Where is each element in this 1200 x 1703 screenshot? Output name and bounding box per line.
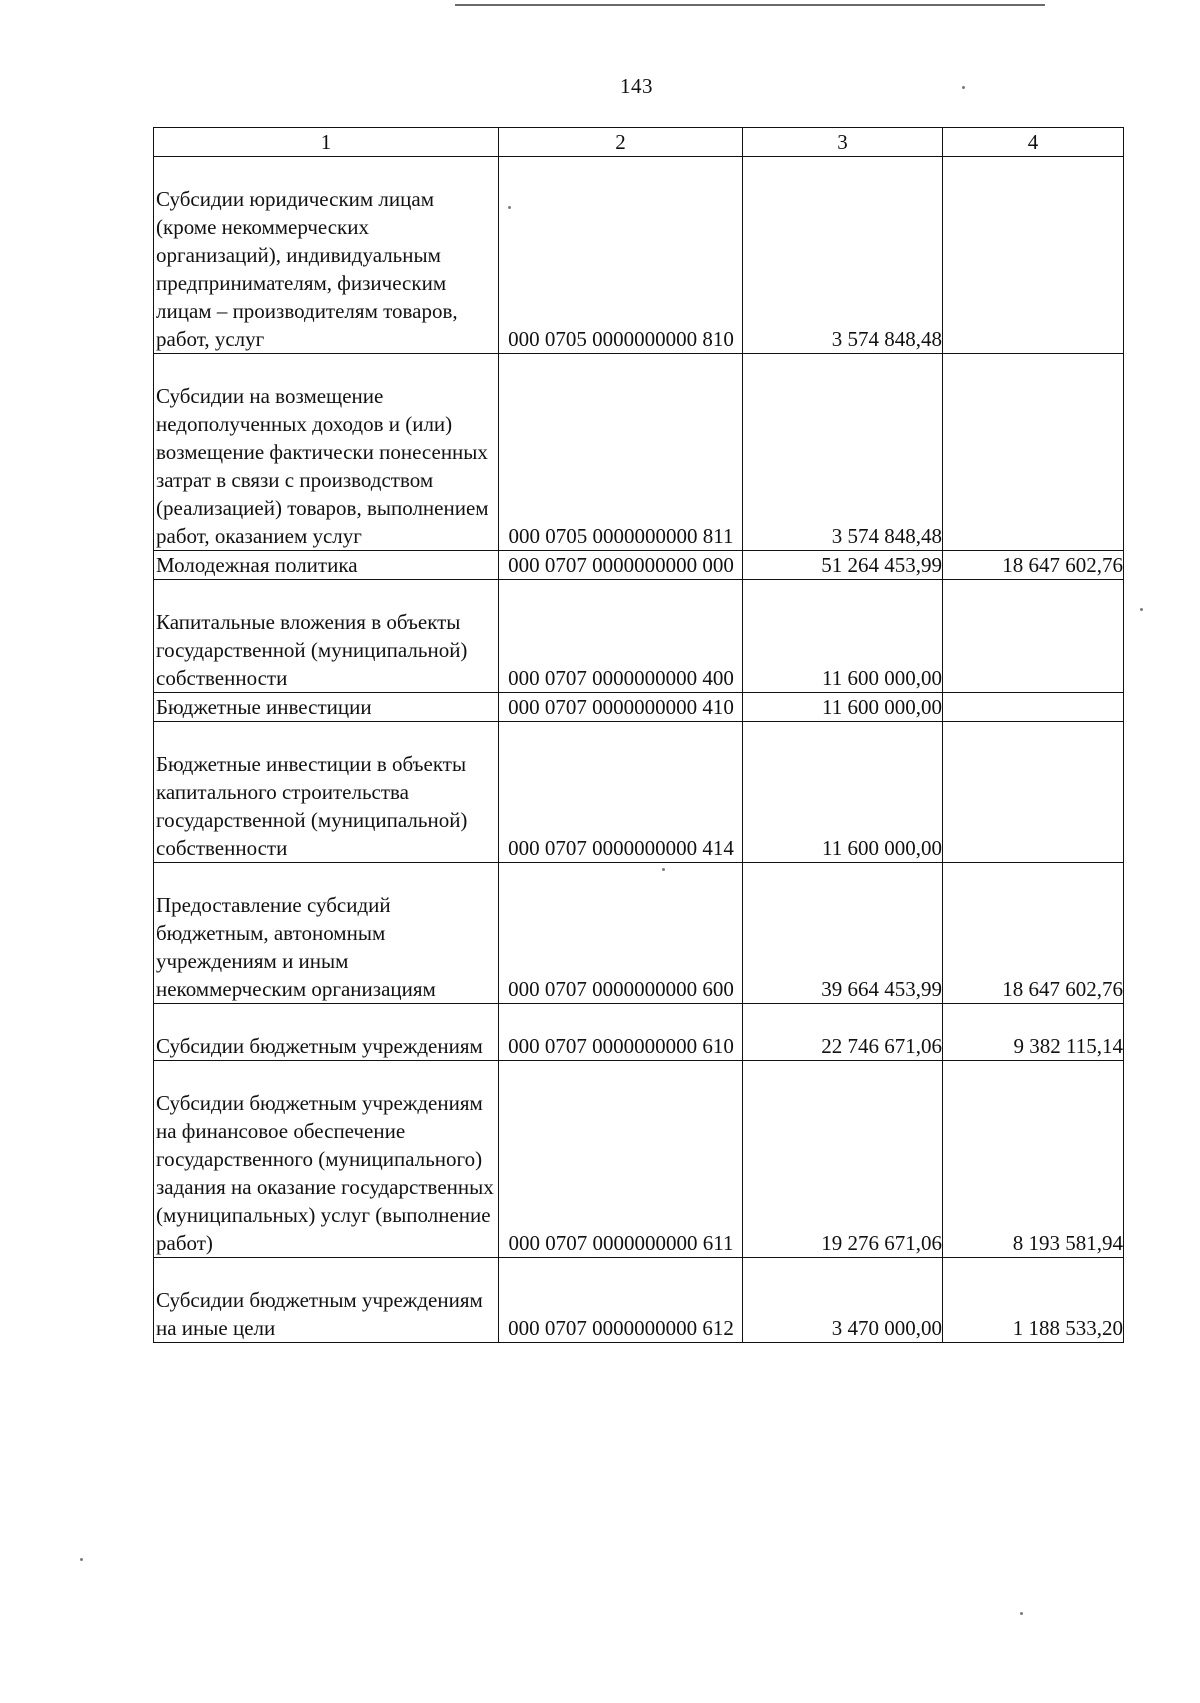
row-name: Субсидии юридическим лицам (кроме некоммерческих организаций), индивидуальным предпринимателям, физическим лицам – производителям товаров, работ, услуг xyxy=(154,157,499,354)
row-code: 000 0705 0000000000 810 xyxy=(499,157,743,354)
row-code: 000 0707 0000000000 400 xyxy=(499,580,743,693)
table-row xyxy=(154,722,1124,863)
header-col-1: 1 xyxy=(154,128,499,157)
table-row xyxy=(154,693,1124,722)
row-value-col3: 19 276 671,06 xyxy=(743,1061,943,1258)
row-value-col3: 22 746 671,06 xyxy=(743,1004,943,1061)
scan-speck xyxy=(508,206,511,209)
row-value-col4: 1 188 533,20 xyxy=(943,1258,1124,1343)
row-value-col3: 3 574 848,48 xyxy=(743,157,943,354)
row-code: 000 0707 0000000000 600 xyxy=(499,863,743,1004)
row-code: 000 0705 0000000000 811 xyxy=(499,354,743,551)
table-row xyxy=(154,580,1124,693)
scan-speck xyxy=(1140,608,1143,611)
table-row xyxy=(154,1004,1124,1061)
row-value-col4: 8 193 581,94 xyxy=(943,1061,1124,1258)
header-row xyxy=(154,128,1124,157)
row-value-col4 xyxy=(943,157,1124,354)
row-value-col3: 39 664 453,99 xyxy=(743,863,943,1004)
header-col-4: 4 xyxy=(943,128,1124,157)
row-name: Бюджетные инвестиции xyxy=(154,693,499,722)
row-value-col4: 18 647 602,76 xyxy=(943,551,1124,580)
row-value-col3: 11 600 000,00 xyxy=(743,693,943,722)
row-name: Молодежная политика xyxy=(154,551,499,580)
row-name: Субсидии на возмещение недополученных доходов и (или) возмещение фактически понесенных затрат в связи с производством (реализацией) товаров, выполнением работ, оказанием услуг xyxy=(154,354,499,551)
row-name: Субсидии бюджетным учреждениям xyxy=(154,1004,499,1061)
row-code: 000 0707 0000000000 414 xyxy=(499,722,743,863)
scan-speck xyxy=(1020,1612,1023,1615)
scan-speck xyxy=(80,1558,83,1561)
row-name: Субсидии бюджетным учреждениям на финансовое обеспечение государственного (муниципального) задания на оказание государственных (муниципальных) услуг (выполнение работ) xyxy=(154,1061,499,1258)
table-row xyxy=(154,157,1124,354)
top-rule xyxy=(455,4,1045,6)
scan-speck xyxy=(962,86,965,89)
row-name: Капитальные вложения в объекты государственной (муниципальной) собственности xyxy=(154,580,499,693)
table-row xyxy=(154,863,1124,1004)
table-row xyxy=(154,1061,1124,1258)
scan-speck xyxy=(662,868,665,871)
row-name: Субсидии бюджетным учреждениям на иные цели xyxy=(154,1258,499,1343)
row-code: 000 0707 0000000000 611 xyxy=(499,1061,743,1258)
budget-table xyxy=(153,127,1124,1343)
row-value-col3: 51 264 453,99 xyxy=(743,551,943,580)
row-value-col4 xyxy=(943,722,1124,863)
row-value-col3: 11 600 000,00 xyxy=(743,580,943,693)
page-number: 143 xyxy=(620,74,653,98)
row-value-col4: 9 382 115,14 xyxy=(943,1004,1124,1061)
row-value-col3: 3 574 848,48 xyxy=(743,354,943,551)
row-name: Предоставление субсидий бюджетным, автономным учреждениям и иным некоммерческим организациям xyxy=(154,863,499,1004)
row-name: Бюджетные инвестиции в объекты капитального строительства государственной (муниципальной) собственности xyxy=(154,722,499,863)
row-code: 000 0707 0000000000 612 xyxy=(499,1258,743,1343)
row-value-col4 xyxy=(943,580,1124,693)
row-value-col3: 3 470 000,00 xyxy=(743,1258,943,1343)
header-col-3: 3 xyxy=(743,128,943,157)
row-code: 000 0707 0000000000 610 xyxy=(499,1004,743,1061)
table-row xyxy=(154,354,1124,551)
row-value-col4 xyxy=(943,354,1124,551)
header-col-2: 2 xyxy=(499,128,743,157)
row-code: 000 0707 0000000000 000 xyxy=(499,551,743,580)
row-value-col4: 18 647 602,76 xyxy=(943,863,1124,1004)
table-row xyxy=(154,1258,1124,1343)
row-value-col4 xyxy=(943,693,1124,722)
table-row xyxy=(154,551,1124,580)
row-value-col3: 11 600 000,00 xyxy=(743,722,943,863)
row-code: 000 0707 0000000000 410 xyxy=(499,693,743,722)
